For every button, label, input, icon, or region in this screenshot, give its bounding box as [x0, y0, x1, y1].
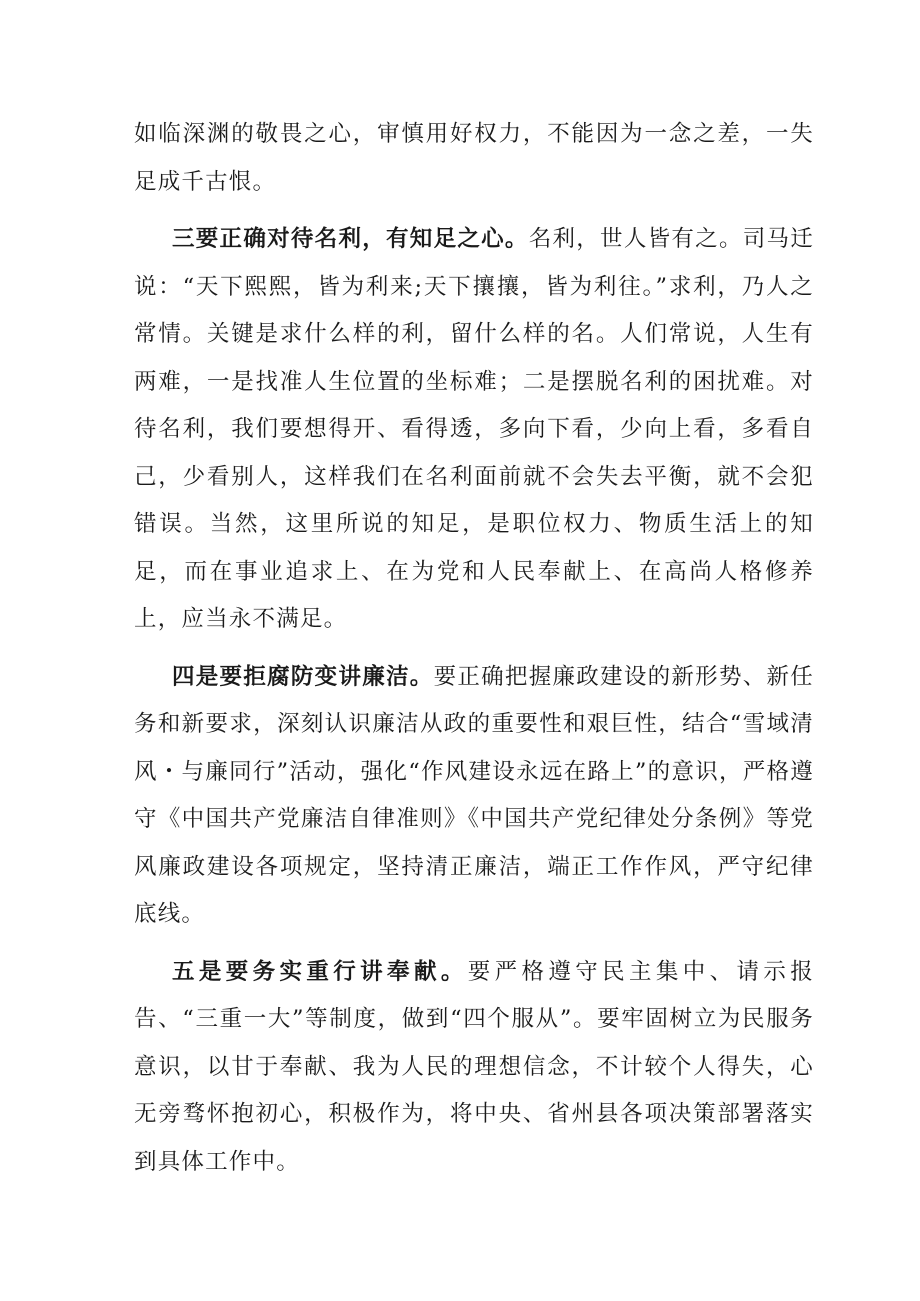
document-body — [134, 111, 814, 1196]
paragraph-lead: 四是要拒腐防变讲廉洁。 — [172, 663, 434, 690]
paragraph-lead: 三要正确对待名利，有知足之心。 — [172, 226, 529, 252]
paragraph-text: 如临深渊的敬畏之心，审慎用好权力，不能因为一念之差，一失足成千古恨。 — [134, 121, 814, 195]
paragraph-three — [134, 216, 814, 644]
paragraph-continuation — [134, 111, 814, 206]
paragraph-text: 要正确把握廉政建设的新形势、新任务和新要求，深刻认识廉洁从政的重要性和艰巨性，结合“雪域清风・与廉同行”活动，强化“作风建设永远在路上”的意识，严格遵守《中国共产党廉洁自律准则》《中国共产党纪律处分条例》等党风廉政建设各项规定，坚持清正廉洁，端正工作作风，严守纪律底线。 — [134, 663, 815, 927]
paragraph-text: 名利，世人皆有之。司马迁说：“天下熙熙，皆为利来;天下攘攘，皆为利往。”求利，乃人之常情。关键是求什么样的利，留什么样的名。人们常说，人生有两难，一是找准人生位置的坐标难；二是摆脱名利的困扰难。对待名利，我们要想得开、看得透，多向下看，少向上看，多看自己，少看别人，这样我们在名利面前就不会失去平衡，就不会犯错误。当然，这里所说的知足，是职位权力、物质生活上的知足，而在事业追求上、在为党和人民奉献上、在高尚人格修养上，应当永不满足。 — [134, 226, 814, 632]
paragraph-five — [134, 949, 814, 1187]
paragraph-text: 要严格遵守民主集中、请示报告、“三重一大”等制度，做到“四个服从”。要牢固树立为民服务意识，以甘于奉献、我为人民的理想信念，不计较个人得失，心无旁骛怀抱初心，积极作为，将中央、省州县各项决策部署落实到具体工作中。 — [134, 958, 814, 1175]
paragraph-four — [134, 654, 814, 939]
paragraph-lead: 五是要务实重行讲奉献。 — [172, 958, 468, 985]
